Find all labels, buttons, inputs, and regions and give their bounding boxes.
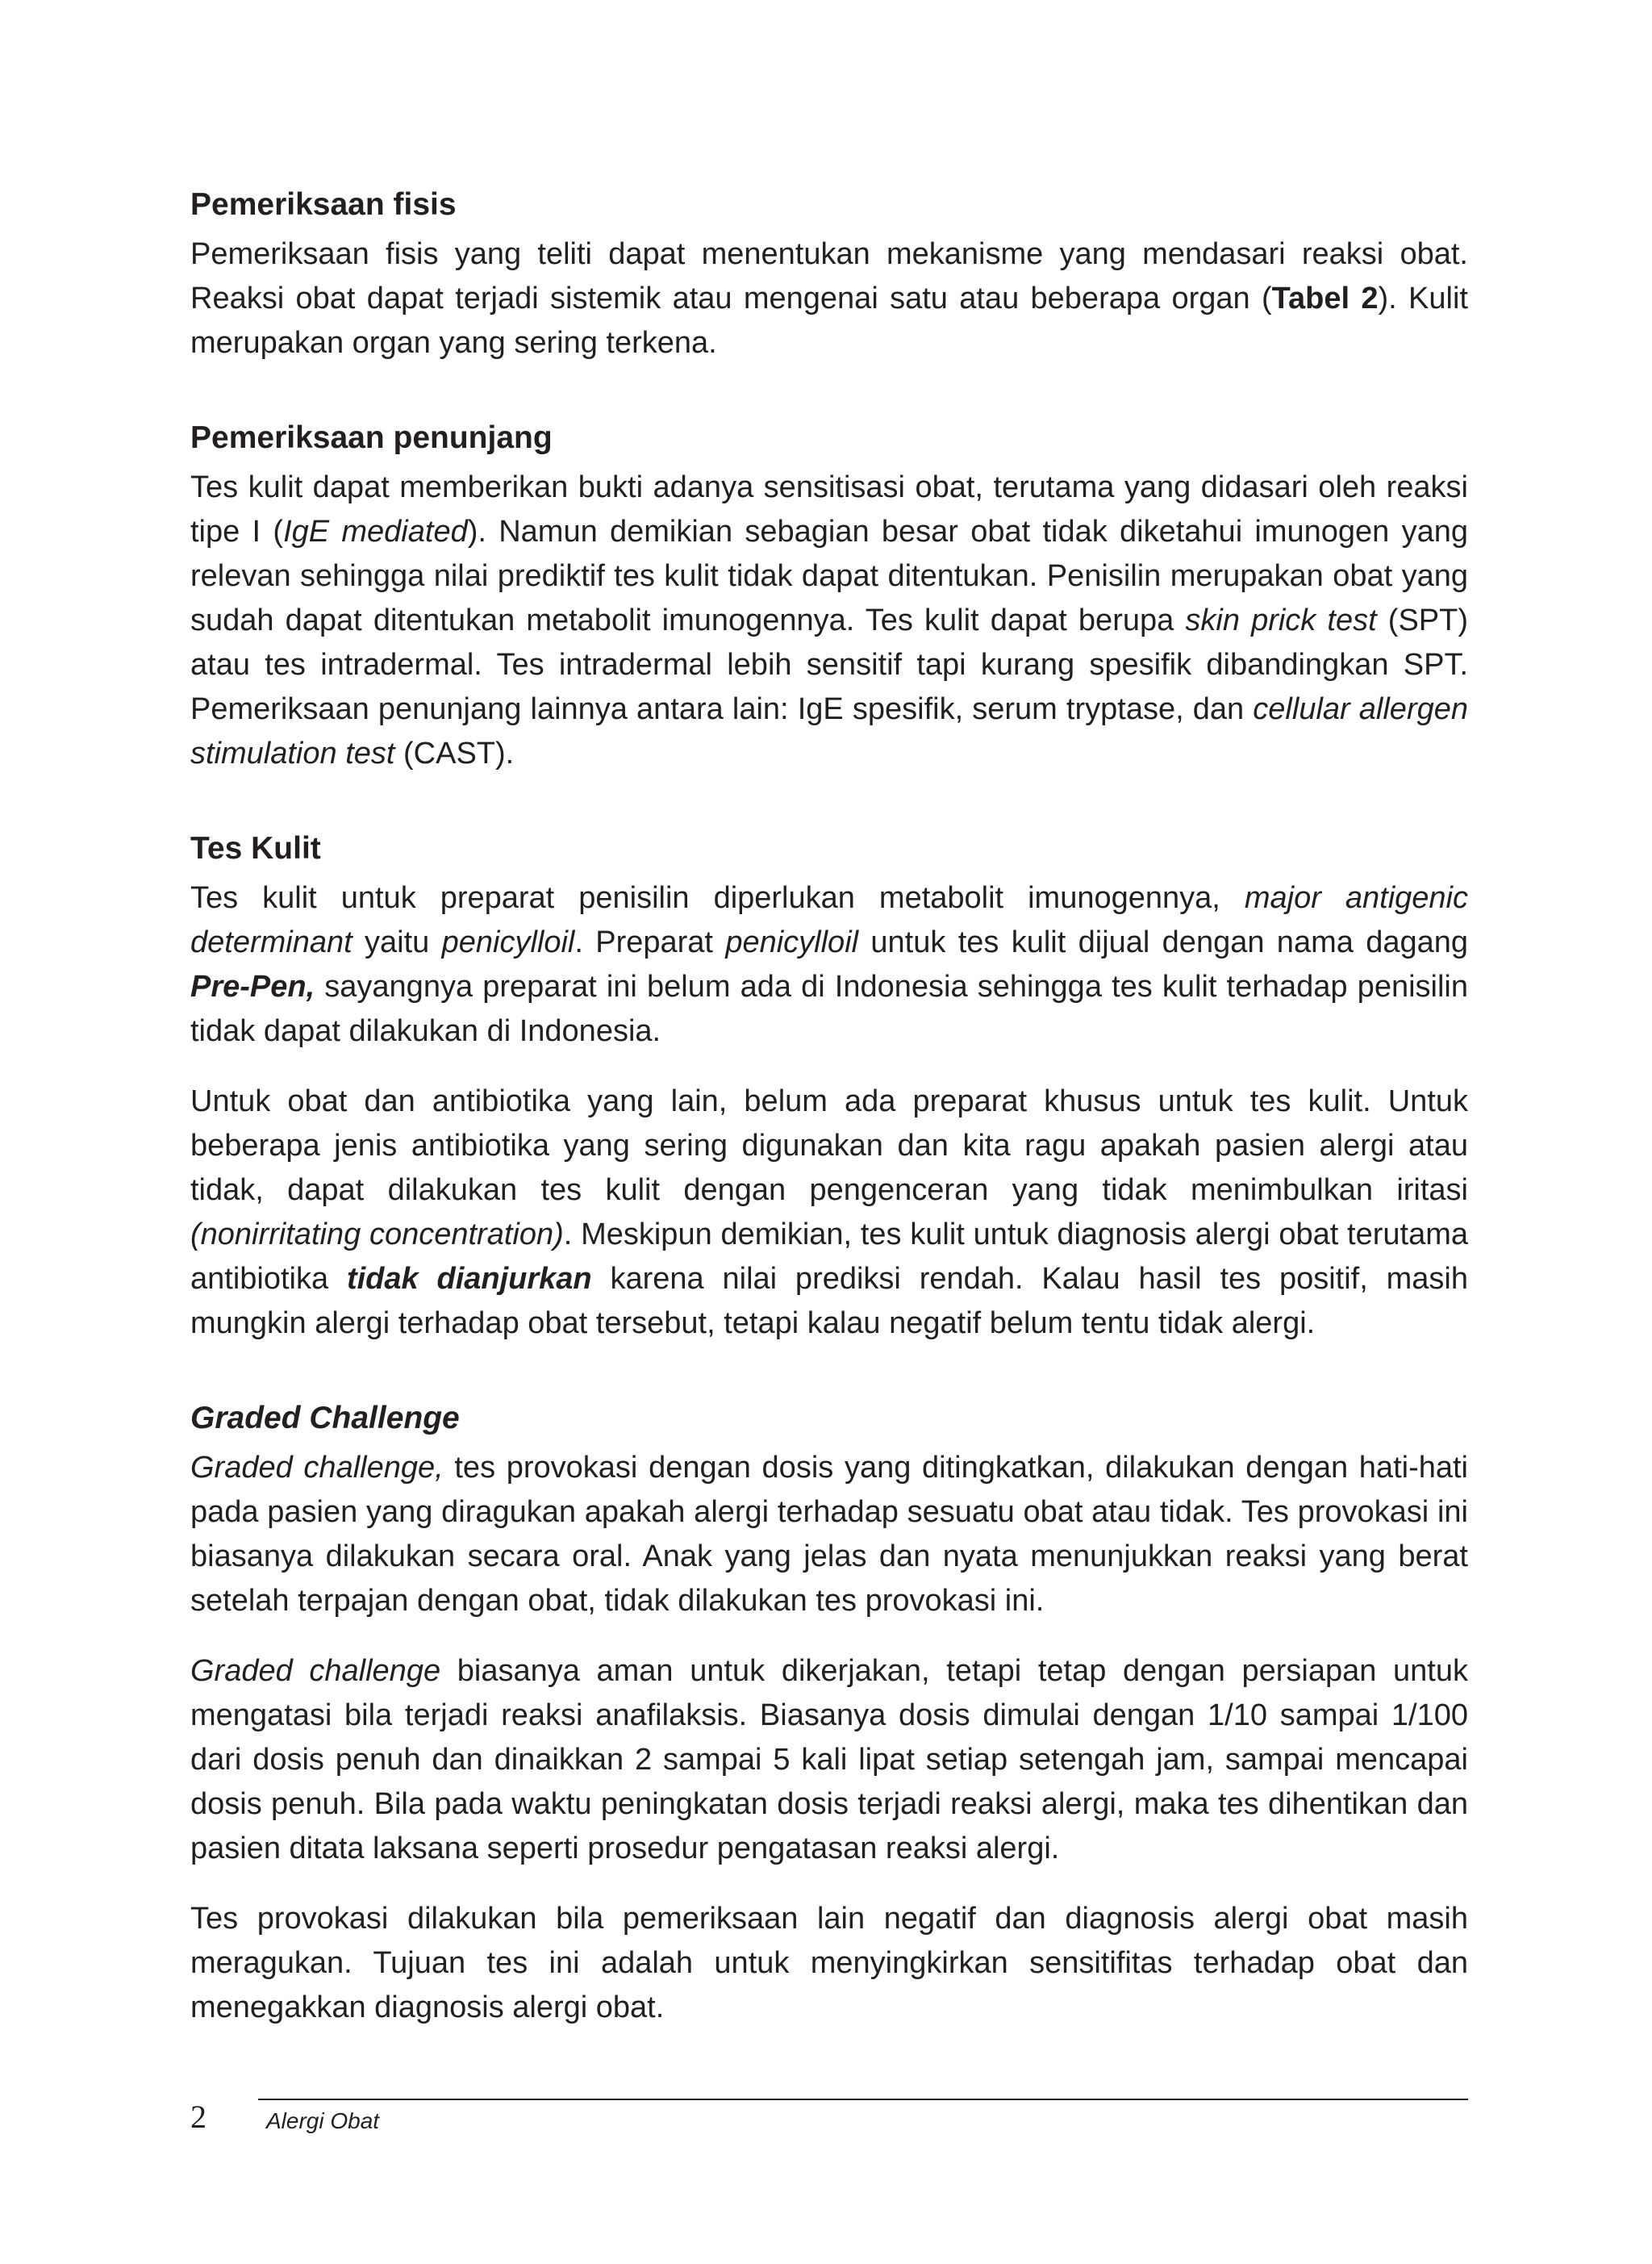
italic-text: skin prick test (1185, 604, 1377, 637)
bold-italic-text: tidak dianjurkan (346, 1262, 592, 1296)
section-pemeriksaan-penunjang (190, 416, 1468, 776)
text-run: (CAST). (394, 737, 515, 771)
text-run: Untuk obat dan antibiotika yang lain, belum ada preparat khusus untuk tes kulit. Untuk beberapa jenis antibiotika yang sering digunakan dan kita ragu apakah pasien alergi atau tidak, dapat dilakukan tes kulit dengan pengenceran yang tidak menimbulkan iritasi (190, 1084, 1468, 1207)
italic-text: (nonirritating concentration) (190, 1218, 564, 1251)
text-run: untuk tes kulit dijual dengan nama dagang (858, 925, 1468, 959)
text-run: biasanya aman untuk dikerjakan, tetapi tetap dengan persiapan untuk mengatasi bila terjadi reaksi anafilaksis. Biasanya dosis dimulai dengan 1/10 sampai 1/100 dari dosis penuh dan dinaikkan 2 sampai 5 kali lipat setiap setengah jam, sampai mencapai dosis penuh. Bila pada waktu peningkatan dosis terjadi reaksi alergi, maka tes dihentikan dan pasien ditata laksana seperti prosedur pengatasan reaksi alergi. (190, 1654, 1468, 1865)
paragraph (190, 1080, 1468, 1346)
paragraph (190, 1446, 1468, 1623)
section-heading: Pemeriksaan fisis (190, 187, 457, 222)
italic-text: cellular allergen stimulation test (190, 692, 1468, 771)
text-run: tes provokasi dengan dosis yang ditingkatkan, dilakukan dengan hati-hati pada pasien yang diragukan apakah alergi terhadap sesuatu obat atau tidak. Tes provokasi ini biasanya dilakukan secara oral. Anak yang jelas dan nyata menunjukkan reaksi yang berat setelah terpajan dengan obat, tidak dilakukan tes provokasi ini. (190, 1451, 1468, 1618)
section-graded-challenge (190, 1396, 1468, 2030)
paragraph (190, 876, 1468, 1054)
footer-divider (258, 2099, 1468, 2100)
bold-text: Tabel 2 (1271, 282, 1379, 315)
text-run: . Meskipun demikian, tes kulit untuk diagnosis alergi obat terutama antibiotika (190, 1218, 1468, 1296)
italic-text: Graded challenge (190, 1654, 441, 1688)
italic-text: IgE mediated (283, 515, 468, 549)
text-run: Pemeriksaan fisis yang teliti dapat menentukan mekanisme yang mendasari reaksi obat. Reaksi obat dapat terjadi sistemik atau mengenai satu atau beberapa organ ( (190, 237, 1468, 315)
bold-italic-text: Pre-Pen, (190, 970, 315, 1004)
page-number: 2 (190, 2099, 206, 2135)
text-run: yaitu (352, 925, 442, 959)
text-run: ). Kulit merupakan organ yang sering terkena. (190, 282, 1468, 360)
page-content (190, 182, 1468, 2030)
section-heading: Graded Challenge (190, 1401, 460, 1435)
text-run: . Preparat (574, 925, 726, 959)
paragraph (190, 466, 1468, 776)
section-tes-kulit (190, 826, 1468, 1346)
section-heading: Pemeriksaan penunjang (190, 420, 553, 455)
paragraph (190, 232, 1468, 365)
text-run: (SPT) atau tes intradermal. Tes intradermal lebih sensitif tapi kurang spesifik dibandingkan SPT. Pemeriksaan penunjang lainnya antara lain: IgE spesifik, serum tryptase, dan (190, 604, 1468, 726)
section-heading: Tes Kulit (190, 831, 321, 866)
running-title: Alergi Obat (266, 2108, 380, 2133)
italic-text: major antigenic determinant (190, 881, 1468, 959)
text-run: Tes provokasi dilakukan bila pemeriksaan lain negatif dan diagnosis alergi obat masih meragukan. Tujuan tes ini adalah untuk menyingkirkan sensitifitas terhadap obat dan menegakkan diagnosis alergi obat. (190, 1902, 1468, 2024)
italic-text: penicylloil (441, 925, 575, 959)
text-run: ). Namun demikian sebagian besar obat tidak diketahui imunogen yang relevan sehingga nilai prediktif tes kulit tidak dapat ditentukan. Penisilin merupakan obat yang sudah dapat ditentukan metabolit imunogennya. Tes kulit dapat berupa (190, 515, 1468, 637)
paragraph (190, 1897, 1468, 2030)
text-run: Tes kulit dapat memberikan bukti adanya sensitisasi obat, terutama yang didasari oleh reaksi tipe I ( (190, 470, 1468, 549)
italic-text: penicylloil (725, 925, 859, 959)
paragraph (190, 1649, 1468, 1871)
text-run: sayangnya preparat ini belum ada di Indonesia sehingga tes kulit terhadap penisilin tidak dapat dilakukan di Indonesia. (190, 970, 1468, 1048)
text-run: karena nilai prediksi rendah. Kalau hasil tes positif, masih mungkin alergi terhadap obat tersebut, tetapi kalau negatif belum tentu tidak alergi. (190, 1262, 1468, 1340)
italic-text: Graded challenge, (190, 1451, 444, 1485)
text-run: Tes kulit untuk preparat penisilin diperlukan metabolit imunogennya, (190, 881, 1245, 915)
section-pemeriksaan-fisis (190, 182, 1468, 365)
